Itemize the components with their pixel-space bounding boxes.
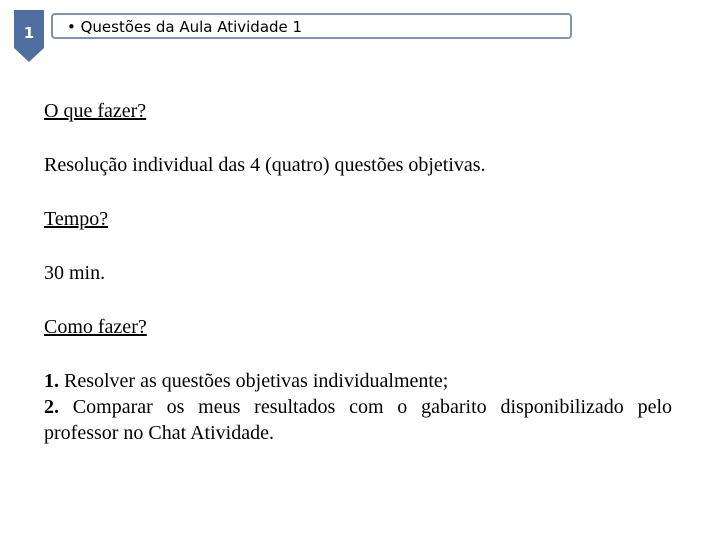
steps-list	[44, 368, 672, 446]
slide-number: 1	[23, 24, 35, 42]
question-time-label: Tempo?	[44, 208, 109, 230]
question-time-answer: 30 min.	[44, 262, 106, 284]
slide-number-badge	[14, 10, 44, 62]
slide-content	[44, 98, 672, 446]
header-title: • Questões da Aula Atividade 1	[67, 18, 303, 36]
step-item	[44, 394, 672, 446]
step-text: Comparar os meus resultados com o gabarito disponibilizado pelo professor no Chat Atividade.	[44, 396, 672, 444]
question-what-label: O que fazer?	[44, 100, 147, 122]
question-how-label: Como fazer?	[44, 316, 147, 338]
header-bar	[51, 13, 572, 39]
step-number: 1.	[44, 370, 59, 392]
step-number: 2.	[44, 396, 59, 418]
question-what-answer: Resolução individual das 4 (quatro) questões objetivas.	[44, 154, 486, 176]
step-item	[44, 368, 672, 394]
step-text: Resolver as questões objetivas individualmente;	[59, 370, 449, 392]
